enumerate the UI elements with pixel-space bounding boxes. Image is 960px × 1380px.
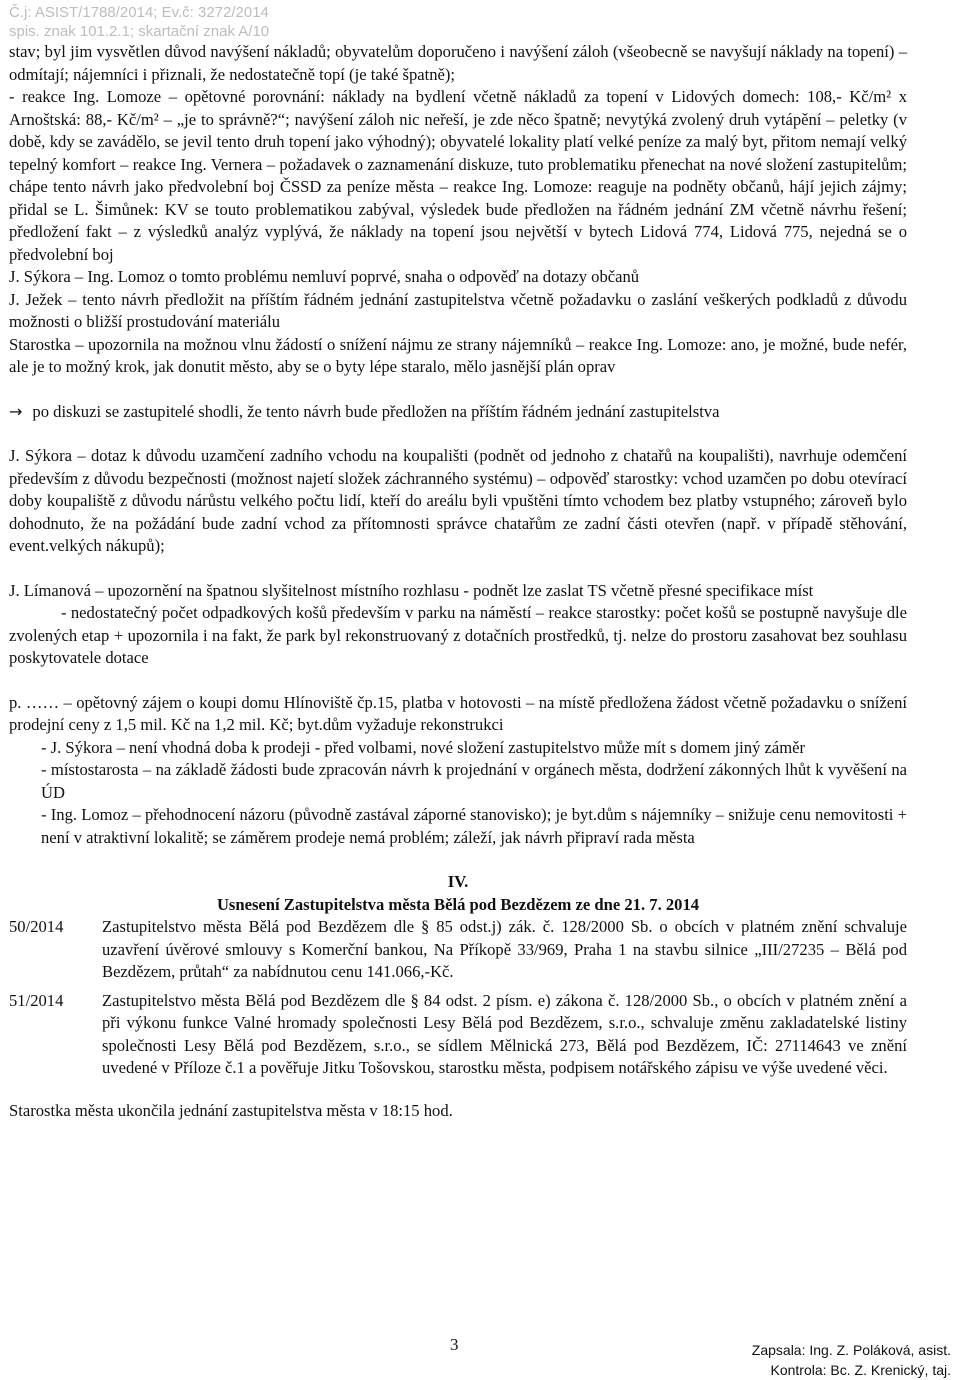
section-title: Usnesení Zastupitelstva města Bělá pod Bezdězem ze dne 21. 7. 2014	[216, 894, 700, 914]
list-item: - J. Sýkora – není vhodná doba k prodeji - před volbami, nové složení zastupitelstvo může mít s domem jiný záměr	[41, 737, 806, 757]
spacer	[9, 849, 907, 871]
paragraph-5: Starostka – upozornila na možnou vlnu žádostí o snížení nájmu ze strany nájemníků – reakce Ing. Lomoze: ano, je možné, bude nefér, ale je to možný krok, jak donutit město, aby se o byty lépe staralo, mělo jasnější plán oprav	[9, 334, 907, 376]
resolution-number: 50/2014	[9, 917, 64, 936]
paragraph-4: J. Ježek – tento návrh předložit na příštím řádném jednání zastupitelstva včetně požadavku o zaslání veškerých podkladů z důvodu možnosti o bližší prostudování materiálu	[9, 289, 907, 331]
spacer	[9, 1086, 907, 1100]
spacer	[9, 379, 907, 401]
list-item: - místostarosta – na základě žádosti bude zpracován návrh k projednání v orgánech města, dodržení zákonných lhůt k vyvěšení na ÚD	[41, 760, 907, 802]
recorded-by: Zapsala: Ing. Z. Poláková, asist.	[751, 1342, 951, 1358]
spacer	[9, 670, 907, 692]
spacer	[9, 423, 907, 445]
paragraph-7: J. Límanová – upozornění na špatnou slyšitelnost místního rozhlasu - podnět lze zaslat TS včetně přesné specifikace míst	[9, 580, 814, 600]
footer-signatures	[752, 1340, 951, 1380]
spacer	[9, 558, 907, 580]
conclusion-text: po diskuzi se zastupitelé shodli, že tento návrh bude předložen na příštím řádném jednání zastupitelstva	[32, 401, 720, 421]
right-arrow-icon: →	[9, 401, 23, 421]
paragraph-8: - nedostatečný počet odpadkových košů především v parku na náměstí – reakce starostky: počet košů se postupně navyšuje dle zvolených etap + upozornila i na fakt, že park byl rekonstruovaný z dotačních prostředků, tj. nelze do prostoru zasahovat bez souhlasu poskytovatele dotace	[9, 603, 907, 667]
paragraph-6: J. Sýkora – dotaz k důvodu uzamčení zadního vchodu na koupališti (podnět od jednoho z chatařů na koupališti), navrhuje odemčení především z důvodu bezpečnosti (možnost najetí složek záchranného systému) – odpověď starostky: vchod uzamčen po dobu otevírací doby koupaliště z důvodu nárůstu velkého počtu lidí, kteří do areálu byli vpuštěni tímto vchodem bez platby vstupného; zároveň bylo dohodnuto, že na požádání bude zadní vchod za přítomnosti správce chatařům ze zadní části otevřen (např. v případě stěhování, event.velkých nákupů);	[9, 446, 907, 555]
document-reference-stamp	[9, 3, 269, 41]
paragraph-9: p. …… – opětovný zájem o koupi domu Hlínoviště čp.15, platba v hotovosti – na místě předložena žádost včetně požadavku o snížení prodejní ceny z 1,5 mil. Kč na 1,2 mil. Kč; byt.dům vyžaduje rekonstrukci	[9, 692, 907, 734]
document-body	[9, 41, 907, 1122]
resolution-item	[9, 916, 907, 984]
resolutions	[9, 916, 907, 1080]
resolution-number: 51/2014	[9, 990, 64, 1010]
paragraph-2: - reakce Ing. Lomoze – opětovné porovnání: náklady na bydlení včetně nákladů za topení v Lidových domech: 108,- Kč/m² x Arnoštská: 88,- Kč/m² – „je to správně?“; navýšení záloh nic neřeší, je zde něco špatně; nevytýká zvolený druh vytápění – peletky (v době, kdy se zavádělo, se jevil tento druh topení jako výhodný); obyvatelé lokality platí velké peníze za malý byt, přitom nemají velký tepelný komfort – reakce Ing. Vernera – požadavek o zaznamenání diskuze, tuto problematiku přenechat na nové složení zastupitelům; chápe tento návrh jako předvolební boj ČSSD za peníze města – reakce Ing. Lomoze: reaguje na podněty občanů, hájí jejich zájmy; přidal se L. Šimůnek: KV se touto problematikou zabýval, výsledek bude předložen na řádném jednání ZM včetně návrhu řešení; předložení fakt – z výsledků analýz vyplývá, že náklady na topení jsou největší v bytech Lidová 774, Lidová 775, nejedná se o předvolební boj	[9, 87, 907, 264]
reference-line-2: spis. znak 101.2.1; skartační znak A/10	[9, 23, 270, 40]
resolution-item	[9, 990, 907, 1080]
reaction-list	[9, 737, 907, 850]
page-number: 3	[450, 1335, 459, 1354]
paragraph-3: J. Sýkora – Ing. Lomoz o tomto problému nemluví poprvé, snaha o odpověď na dotazy občanů	[9, 267, 640, 286]
paragraph-1: stav; byl jim vysvětlen důvod navýšení nákladů; obyvatelům doporučeno i navýšení záloh (všeobecně se navyšují náklady na topení) – odmítají; nájemníci i přiznali, že nedostatečně topí (je také špatně);	[9, 42, 907, 84]
checked-by: Kontrola: Bc. Z. Krenický, taj.	[770, 1362, 951, 1378]
list-item: - Ing. Lomoz – přehodnocení názoru (původně zastával záporné stanovisko); je byt.dům s nájemníky – snižuje cenu nemovitosti + není v atraktivní lokalitě; se záměrem prodeje nemá problém; záleží, jak návrh připraví rada města	[41, 805, 907, 847]
reference-line-1: Č.j: ASIST/1788/2014; Ev.č: 3272/2014	[9, 4, 269, 21]
conclusion-line	[9, 401, 907, 424]
section-number: IV.	[447, 872, 469, 891]
closing-statement: Starostka města ukončila jednání zastupitelstva města v 18:15 hod.	[9, 1100, 453, 1120]
resolution-text: Zastupitelstvo města Bělá pod Bezdězem dle § 84 odst. 2 písm. e) zákona č. 128/2000 Sb., o obcích v platném znění a při výkonu funkce Valné hromady společnosti Lesy Bělá pod Bezdězem, s.r.o., schvaluje změnu zakladatelské listiny společnosti Lesy Bělá pod Bezdězem, s.r.o., se sídlem Mělnická 273, Bělá pod Bezdězem, IČ: 27114643 ve znění uvedené v Příloze č.1 a pověřuje Jitku Tošovskou, starostku města, podpisem notářského zápisu ve výše uvedené věci.	[102, 990, 907, 1077]
resolution-text: Zastupitelstvo města Bělá pod Bezdězem dle § 85 odst.j) zák. č. 128/2000 Sb. o obcích v platném znění schvaluje uzavření úvěrové smlouvy s Komerční bankou, Na Příkopě 33/969, Praha 1 na stavbu silnice „III/27235 – Bělá pod Bezdězem, průtah“ za nabídnutou cenu 141.066,-Kč.	[102, 917, 907, 981]
